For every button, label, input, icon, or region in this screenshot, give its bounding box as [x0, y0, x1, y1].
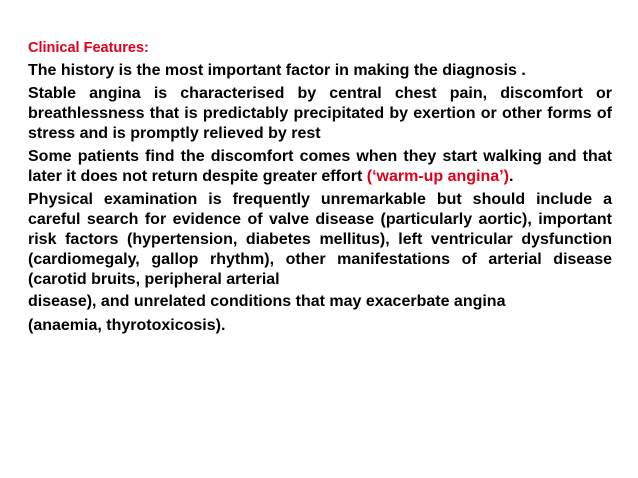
paragraph-examination: Physical examination is frequently unremarkable but should include a careful search for evidence of valve disease (particularly aortic), important risk factors (hypertension, diabetes mellitus), left ventricular dysfunction (cardiomegaly, gallop rhythm), other manifestations of arterial disease (carotid bruits, peripheral arterial: [28, 191, 612, 288]
paragraph-examination-line-3: (anaemia, thyrotoxicosis).: [28, 317, 226, 334]
warm-up-end: .: [508, 168, 514, 185]
warm-up-highlight: (‘warm-up angina’): [366, 168, 509, 185]
slide-content: [28, 37, 612, 338]
paragraph-examination-line-2: disease), and unrelated conditions that may exacerbate angina: [28, 293, 506, 310]
paragraph-warm-up: [28, 147, 612, 187]
paragraph-history: The history is the most important factor in making the diagnosis .: [28, 62, 526, 79]
paragraph-stable-angina: Stable angina is characterised by central chest pain, discomfort or breathlessness that is predictably precipitated by exertion or other forms of stress and is promptly relieved by rest: [28, 85, 612, 142]
warm-up-text: Some patients find the discomfort comes when they start walking and that later it does not return despite greater effort: [28, 148, 612, 185]
section-heading: Clinical Features:: [28, 40, 149, 56]
